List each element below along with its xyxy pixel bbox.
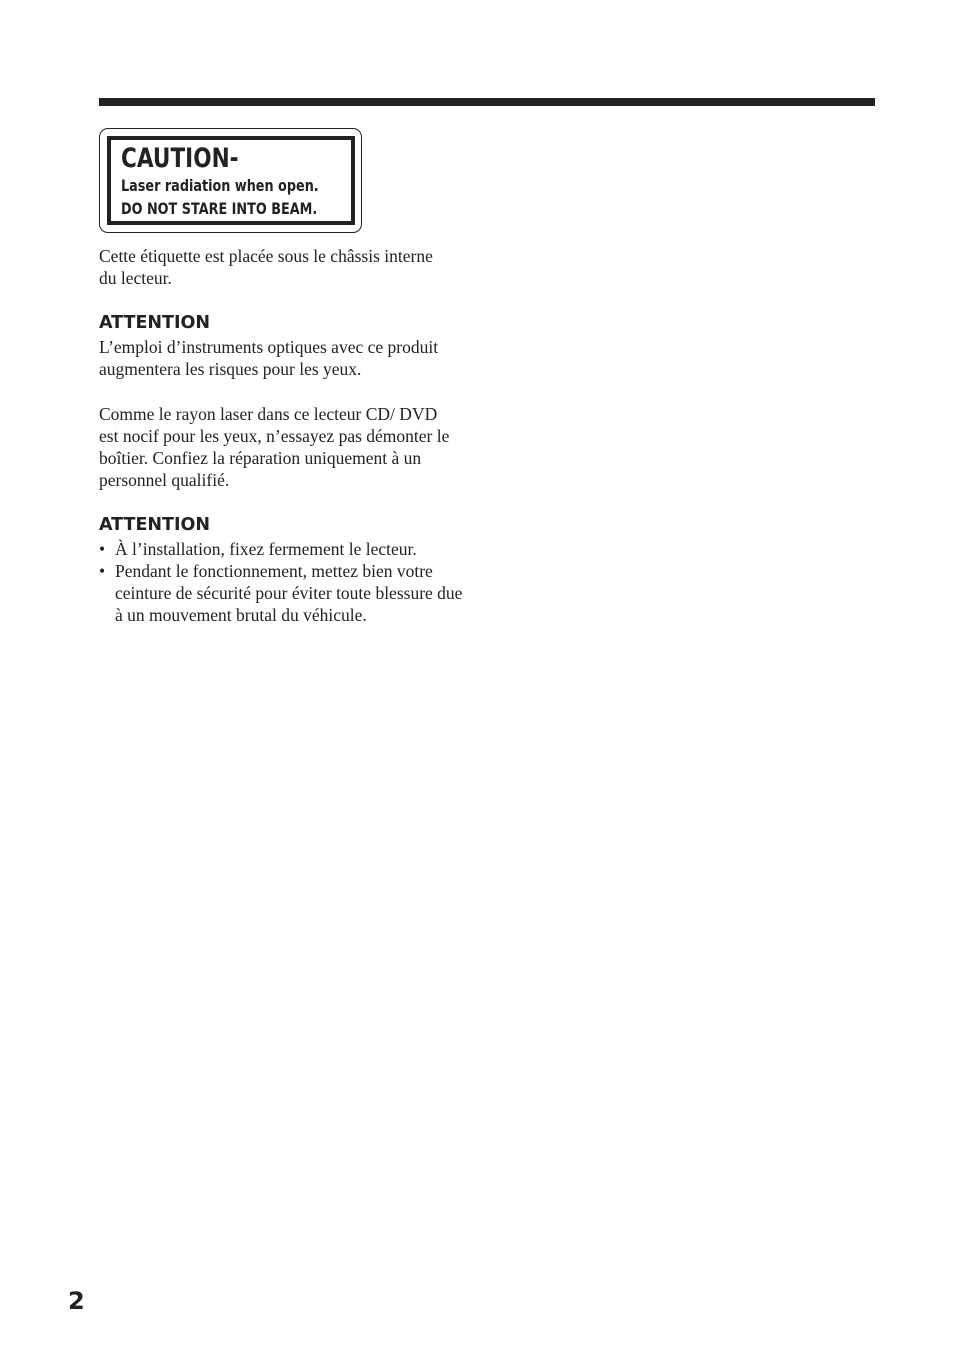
caution-label [107, 136, 355, 225]
top-rule [99, 98, 875, 106]
list-item [99, 560, 471, 626]
label-location-note: Cette étiquette est placée sous le châssis interne du lecteur. [99, 246, 433, 288]
bullet-icon: • [99, 561, 106, 581]
list-item-text: À l’installation, fixez fermement le lecteur. [115, 539, 417, 559]
caution-label-title: CAUTION- [121, 143, 239, 174]
caution-label-line-1: Laser radiation when open. [121, 176, 319, 195]
attention-paragraph-laser: Comme le rayon laser dans ce lecteur CD/ DVD est nocif pour les yeux, n’essayez pas démonter le boîtier. Confiez la réparation uniquement à un personnel qualifié. [99, 404, 450, 490]
bullet-icon: • [99, 539, 106, 559]
attention-heading-1: ATTENTION [99, 313, 211, 333]
attention-bullet-list [99, 538, 471, 626]
caution-label-line-2: DO NOT STARE INTO BEAM. [121, 199, 318, 218]
list-item [99, 538, 471, 560]
attention-heading-2: ATTENTION [99, 515, 211, 535]
page-number: 2 [68, 1287, 85, 1315]
attention-paragraph-optical: L’emploi d’instruments optiques avec ce produit augmentera les risques pour les yeux. [99, 337, 439, 379]
list-item-text: Pendant le fonctionnement, mettez bien votre ceinture de sécurité pour éviter toute blessure due à un mouvement brutal du véhicule. [115, 561, 463, 625]
